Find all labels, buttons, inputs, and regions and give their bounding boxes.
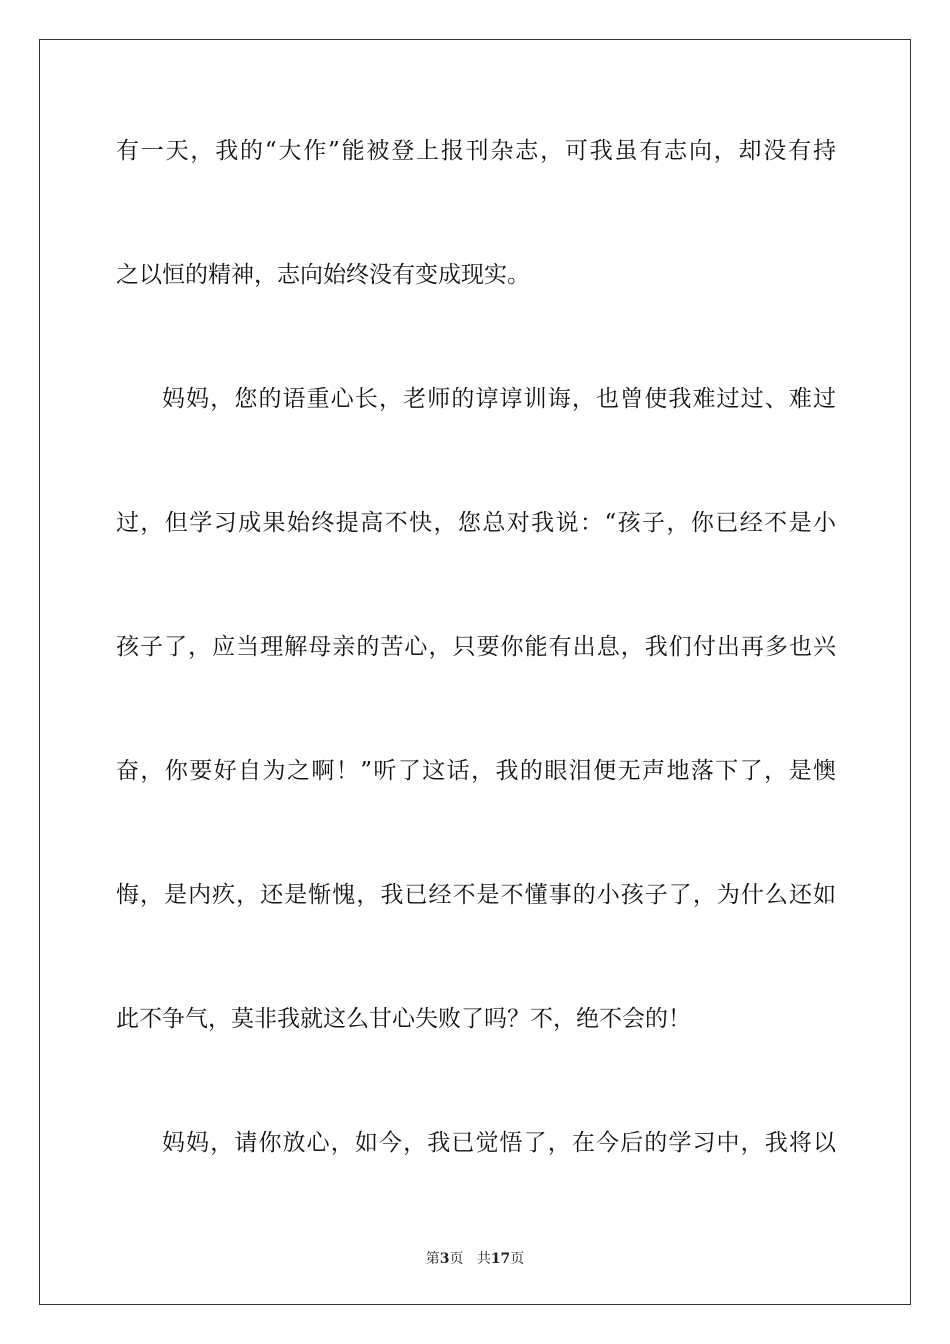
text-line-3: 妈妈，您的语重心长，老师的谆谆训诲，也曾使我难过过、难过 [162,386,836,412]
page-number: 3 [439,1251,450,1267]
page-frame [39,39,911,1305]
total-suffix: 页 [510,1251,525,1267]
page-footer [0,1248,950,1268]
text-line-2: 之以恒的精神，志向始终没有变成现实。 [116,262,530,288]
total-pages: 17 [490,1251,511,1267]
page-prefix: 第 [425,1251,440,1267]
text-line-9: 妈妈，请你放心，如今，我已觉悟了，在今后的学习中，我将以 [162,1130,836,1156]
text-line-6: 奋，你要好自为之啊！”听了这话，我的眼泪便无声地落下了，是懊 [116,758,836,784]
text-line-7: 悔，是内疚，还是惭愧，我已经不是不懂事的小孩子了，为什么还如 [116,882,836,908]
text-line-4: 过，但学习成果始终提高不快，您总对我说：“孩子，你已经不是小 [116,510,836,536]
total-prefix: 共 [476,1251,491,1267]
page-suffix: 页 [449,1251,464,1267]
text-line-1: 有一天，我的“大作”能被登上报刊杂志，可我虽有志向，却没有持 [116,138,836,164]
text-line-5: 孩子了，应当理解母亲的苦心，只要你能有出息，我们付出再多也兴 [116,634,836,660]
text-line-8: 此不争气，莫非我就这么甘心失败了吗？不，绝不会的！ [116,1006,691,1032]
